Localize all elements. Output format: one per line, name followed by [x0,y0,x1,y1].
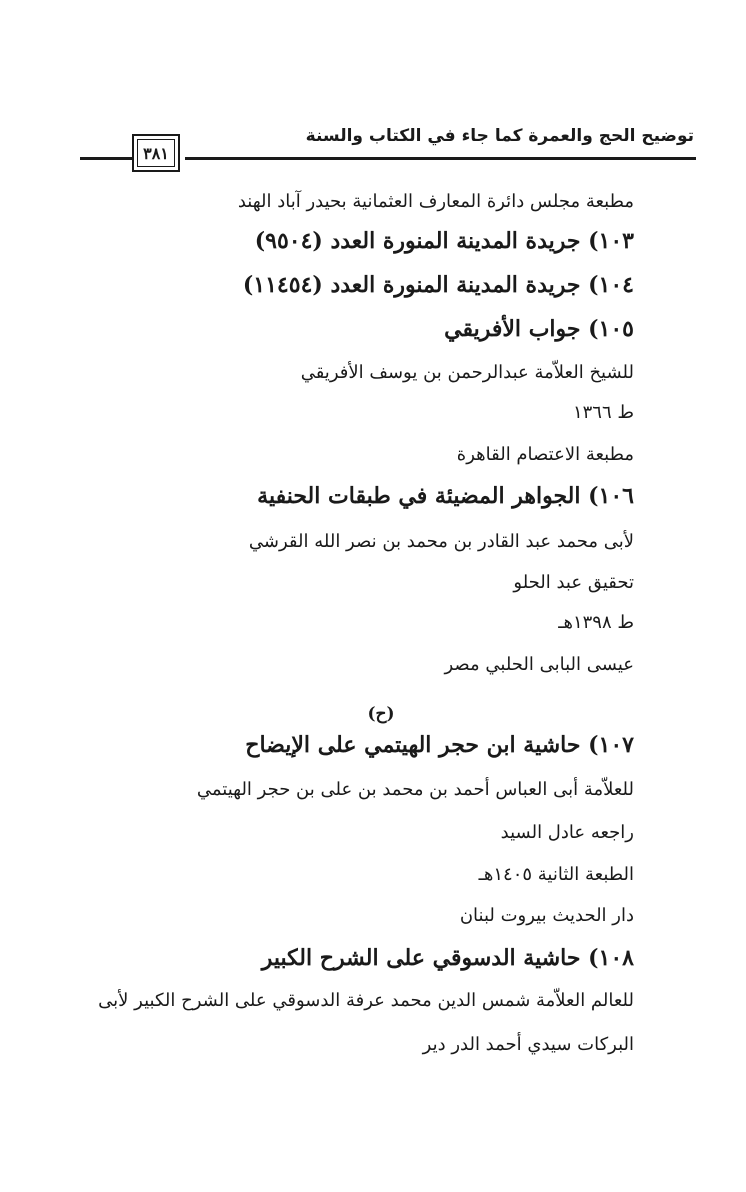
running-title: توضيح الحج والعمرة كما جاء في الكتاب والسنة [305,126,694,146]
entry-105-publisher: مطبعة الاعتصام القاهرة [456,444,634,465]
header-rule-right [185,157,696,160]
entry-105-edition: ط ١٣٦٦ [572,402,634,423]
entry-108-author-line1: للعالم العلاّمة شمس الدين محمد عرفة الدسوقي على الشرح الكبير لأبى [98,990,634,1011]
entry-105-author: للشيخ العلاّمة عبدالرحمن بن يوسف الأفريقي [300,362,634,383]
entry-103-title: ١٠٣) جريدة المدينة المنورة العدد (٩٥٠٤) [254,228,634,254]
publisher-line: مطبعة مجلس دائرة المعارف العثمانية بحيدر آباد الهند [237,191,634,212]
page-number-box [132,134,180,172]
entry-108-author-line2: البركات سيدي أحمد الدر دير [422,1034,634,1055]
entry-106-editor: تحقيق عبد الحلو [513,572,634,593]
section-letter-heading [0,704,746,724]
entry-106-publisher: عيسى البابى الحلبي مصر [444,654,634,675]
entry-106-author: لأبى محمد عبد القادر بن محمد بن نصر الله القرشي [248,531,634,552]
entry-105-title: ١٠٥) جواب الأفريقي [444,316,634,342]
entry-107-reviewer: راجعه عادل السيد [500,822,634,843]
entry-107-publisher: دار الحديث بيروت لبنان [459,905,634,926]
entry-106-edition: ط ١٣٩٨هـ [558,612,634,633]
section-letter: (ح) [367,704,395,724]
header-rule-left [80,157,132,160]
page-number: ٣٨١ [137,139,175,167]
entry-107-edition: الطبعة الثانية ١٤٠٥هـ [478,864,634,885]
entry-107-title: ١٠٧) حاشية ابن حجر الهيتمي على الإيضاح [245,732,634,758]
entry-108-title: ١٠٨) حاشية الدسوقي على الشرح الكبير [261,945,634,971]
entry-107-author: للعلاّمة أبى العباس أحمد بن محمد بن على بن حجر الهيتمي [196,779,634,800]
entry-104-title: ١٠٤) جريدة المدينة المنورة العدد (١١٤٥٤) [242,272,634,298]
entry-106-title: ١٠٦) الجواهر المضيئة في طبقات الحنفية [257,483,634,509]
